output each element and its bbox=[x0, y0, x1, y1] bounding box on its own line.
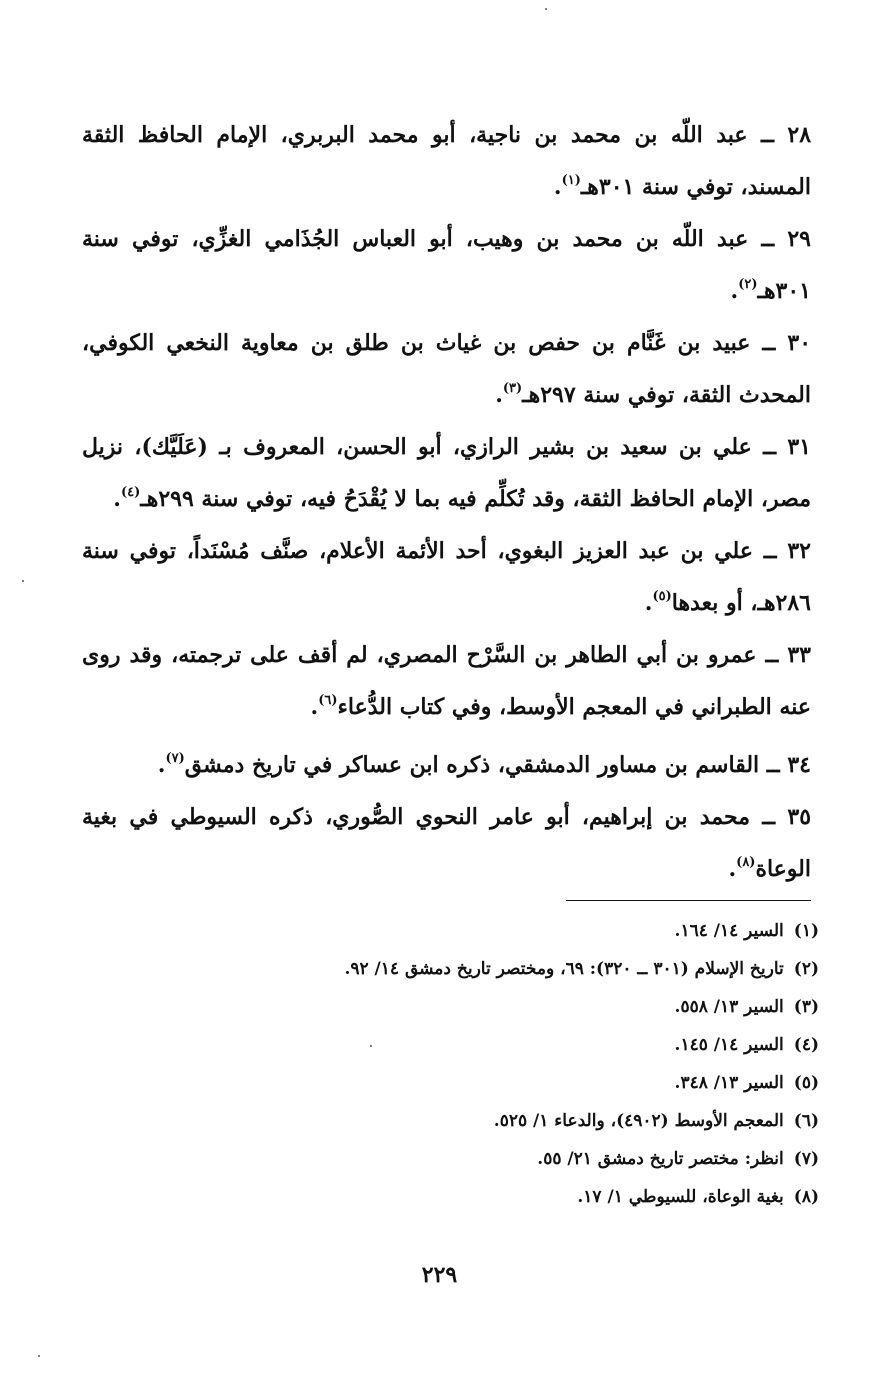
entry-number: ٣٢ bbox=[787, 538, 811, 564]
entry-number: ٣٣ bbox=[787, 642, 811, 668]
footnote-5 bbox=[82, 1064, 819, 1102]
footnote-6 bbox=[82, 1102, 819, 1140]
footnote-text: المعجم الأوسط (٤٩٠٢)، والدعاء ١/ ٥٢٥. bbox=[493, 1111, 784, 1131]
footnote-number: (٨) bbox=[793, 1187, 819, 1207]
footnote-number: (٣) bbox=[793, 997, 819, 1017]
entry-number: ٢٨ bbox=[787, 122, 812, 148]
entry-34: ٣٤ ــ القاسم بن مساور الدمشقي، ذكره ابن عساكر في تاريخ دمشق$^{(٧)}$. bbox=[157, 751, 811, 778]
entry-35: ٣٥ ــ محمد بن إبراهيم، أبو عامر النحوي الصُّوري، ذكره السيوطي في بغية الوعاة$^{(٨)}$. bbox=[82, 804, 812, 882]
footnote-text: السير ١٣/ ٣٤٨. bbox=[674, 1073, 784, 1093]
footnote-number: (٧) bbox=[793, 1149, 819, 1169]
entry-text: عبيد بن غَنَّام بن حفص بن غياث بن طلق بن معاوية النخعي الكوفي، المحدث الثقة، توفي سنة ٢٩٧هـ bbox=[82, 330, 811, 408]
entry-text: عمرو بن أبي الطاهر بن السَّرْح المصري، لم أقف على ترجمته، وقد روى عنه الطبراني في المعجم الأوسط، وفي كتاب الدُّعاء bbox=[82, 642, 811, 720]
entry-text: عبد اللّه بن محمد بن ناجية، أبو محمد البربري، الإمام الحافظ الثقة المسند، توفي سنة ٣٠١هـ bbox=[82, 122, 811, 200]
entry-30: ٣٠ ــ عبيد بن غَنَّام بن حفص بن غياث بن طلق بن معاوية النخعي الكوفي، المحدث الثقة، توفي سنة ٢٩٧هـ$^{(٣)}$. bbox=[82, 330, 812, 408]
scan-speck bbox=[545, 8, 547, 10]
footnote-number: (٤) bbox=[793, 1035, 819, 1055]
footnote-3 bbox=[82, 988, 819, 1026]
entry-text: محمد بن إبراهيم، أبو عامر النحوي الصُّوري، ذكره السيوطي في بغية الوعاة bbox=[82, 804, 811, 882]
footnote-7 bbox=[82, 1140, 819, 1178]
entry-text: عبد اللّه بن محمد بن وهيب، أبو العباس الجُذَامي الغزِّي، توفي سنة ٣٠١هـ bbox=[82, 226, 811, 304]
footnote-ref: (٣) bbox=[502, 381, 523, 396]
entry-text: علي بن سعيد بن بشير الرازي، أبو الحسن، المعروف بـ (عَلَيَّك)، نزيل مصر، الإمام الحافظ الثقة، وقد تُكلِّم فيه بما لا يُقْدَحُ فيه، توفي سنة ٢٩٩هـ bbox=[82, 434, 811, 512]
entry-31: ٣١ ــ علي بن سعيد بن بشير الرازي، أبو الحسن، المعروف بـ (عَلَيَّك)، نزيل مصر، الإمام الحافظ الثقة، وقد تُكلِّم فيه بما لا يُقْدَحُ فيه، توفي سنة ٢٩٩هـ$^{(٤)}$. bbox=[82, 434, 811, 512]
footnote-ref: (٢) bbox=[738, 277, 758, 292]
footnote-text: السير ١٤/ ١٤٥. bbox=[674, 1035, 784, 1055]
footnote-text: السير ١٤/ ١٦٤. bbox=[674, 921, 784, 941]
scan-speck bbox=[22, 580, 24, 582]
footnote-ref: (٨) bbox=[736, 855, 756, 870]
footnote-number: (٥) bbox=[793, 1073, 819, 1093]
footnote-4 bbox=[82, 1026, 819, 1064]
footnote-ref: (٥) bbox=[652, 589, 672, 604]
entry-number: ٣١ bbox=[787, 434, 811, 460]
footnote-separator bbox=[566, 900, 811, 901]
footnote-ref: (٦) bbox=[318, 693, 338, 708]
footnote-text: السير ١٣/ ٥٥٨. bbox=[674, 997, 784, 1017]
footnote-number: (٦) bbox=[793, 1111, 819, 1131]
biography-entries bbox=[82, 112, 811, 898]
page-number: ٢٢٩ bbox=[421, 1262, 458, 1288]
footnote-text: بغية الوعاة، للسيوطي ١/ ١٧. bbox=[577, 1187, 784, 1207]
footnote-1 bbox=[82, 912, 819, 950]
scan-speck bbox=[38, 1355, 40, 1357]
entry-number: ٢٩ bbox=[787, 226, 811, 252]
footnote-number: (٢) bbox=[793, 959, 819, 979]
entry-number: ٣٠ bbox=[787, 330, 812, 356]
footnote-ref: (٤) bbox=[120, 485, 141, 500]
footnotes-list bbox=[82, 912, 819, 1216]
entry-32: ٣٢ ــ علي بن عبد العزيز البغوي، أحد الأئمة الأعلام، صنَّف مُسْنَداً، توفي سنة ٢٨٦هـ، أو بعدها$^{(٥)}$. bbox=[82, 538, 811, 616]
entry-number: ٣٥ bbox=[787, 804, 812, 830]
footnote-text: انظر: مختصر تاريخ دمشق ٢١/ ٥٥. bbox=[537, 1149, 784, 1169]
footnote-number: (١) bbox=[793, 921, 819, 941]
entry-text: علي بن عبد العزيز البغوي، أحد الأئمة الأعلام، صنَّف مُسْنَداً، توفي سنة ٢٨٦هـ، أو بعدها bbox=[82, 538, 811, 616]
entry-text: القاسم بن مساور الدمشقي، ذكره ابن عساكر في تاريخ دمشق bbox=[184, 752, 760, 778]
footnote-ref: (٧) bbox=[165, 751, 185, 766]
entry-28: ٢٨ ــ عبد اللّه بن محمد بن ناجية، أبو محمد البربري، الإمام الحافظ الثقة المسند، توفي سنة ٣٠١هـ$^{(١)}$. bbox=[82, 122, 812, 200]
footnote-text: تاريخ الإسلام (٣٠١ ــ ٣٢٠): ٦٩، ومختصر تاريخ دمشق ١٤/ ٩٢. bbox=[344, 959, 784, 979]
entry-29: ٢٩ ــ عبد اللّه بن محمد بن وهيب، أبو العباس الجُذَامي الغزِّي، توفي سنة ٣٠١هـ$^{(٢)}$. bbox=[82, 226, 811, 304]
footnote-8 bbox=[82, 1178, 819, 1216]
entry-number: ٣٤ bbox=[787, 752, 811, 778]
footnote-2 bbox=[82, 950, 819, 988]
entry-33: ٣٣ ــ عمرو بن أبي الطاهر بن السَّرْح المصري، لم أقف على ترجمته، وقد روى عنه الطبراني في المعجم الأوسط، وفي كتاب الدُّعاء$^{(٦)}$. bbox=[82, 642, 811, 720]
footnote-ref: (١) bbox=[561, 173, 581, 188]
